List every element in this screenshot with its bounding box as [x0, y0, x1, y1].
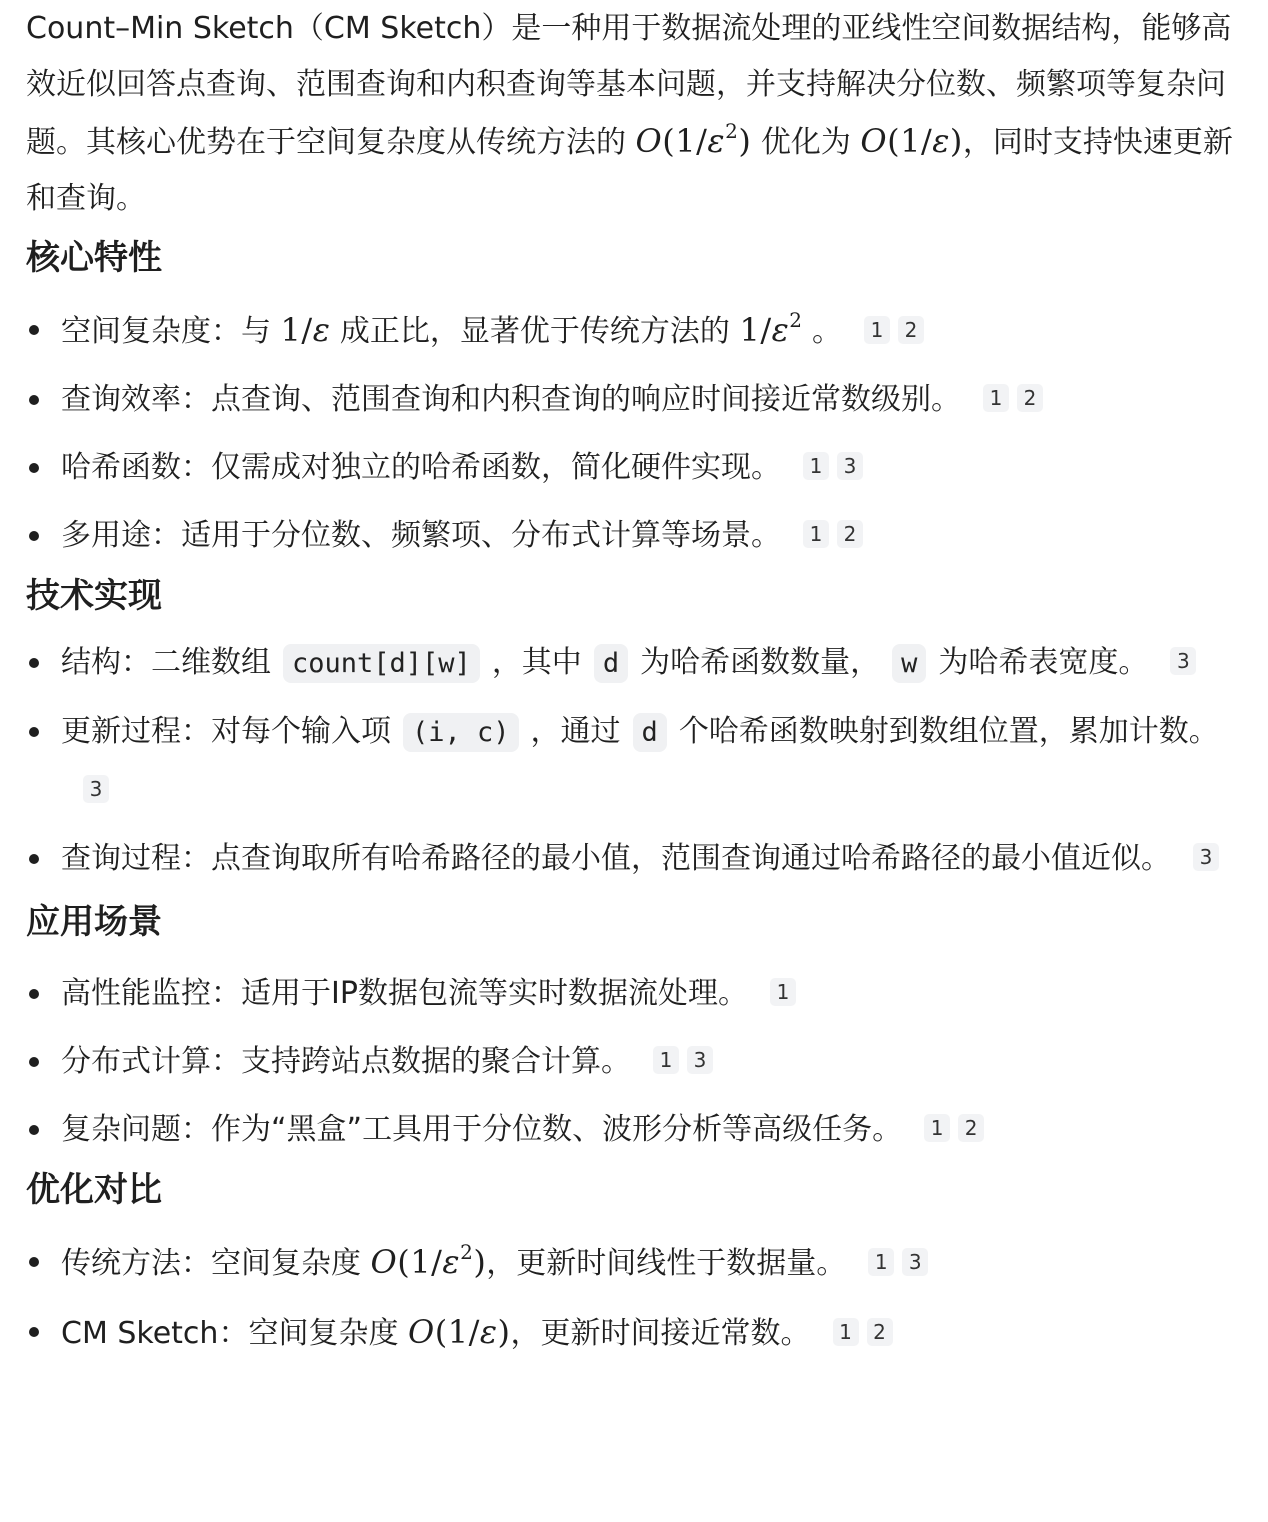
citation-badge[interactable]: 2 — [1017, 384, 1043, 412]
item-text: 。 — [812, 314, 843, 349]
item-text: 多用途：适用于分位数、频繁项、分布式计算等场景。 — [61, 518, 781, 553]
intro-math-1: $O(1/\varepsilon^2)$ — [635, 119, 752, 160]
citation-badge[interactable]: 1 — [770, 978, 796, 1006]
list-item — [26, 434, 1242, 502]
item-text: 高性能监控：适用于IP数据包流等实时数据流处理。 — [61, 976, 748, 1011]
inline-code: d — [594, 644, 628, 683]
item-math: 1/ε — [280, 311, 331, 349]
citation-badge[interactable]: 1 — [803, 452, 829, 480]
citation-badge[interactable]: 2 — [958, 1114, 984, 1142]
bullet-icon — [29, 658, 39, 668]
intro-paragraph — [26, 0, 1242, 227]
citation-badge[interactable]: 3 — [83, 775, 109, 803]
tech-list — [26, 634, 1242, 888]
inline-code: w — [892, 644, 926, 683]
intro-text-2: 优化为 — [760, 125, 851, 160]
bullet-icon — [29, 854, 39, 864]
citation-badge[interactable]: 3 — [687, 1046, 713, 1074]
citation-badge[interactable]: 2 — [898, 316, 924, 344]
item-text: ，其中 — [491, 645, 582, 680]
citation-badge[interactable]: 3 — [902, 1248, 928, 1276]
citation-badge[interactable]: 1 — [983, 384, 1009, 412]
bullet-icon — [29, 463, 39, 473]
item-text: 哈希函数：仅需成对独立的哈希函数，简化硬件实现。 — [61, 450, 781, 485]
item-text: 为哈希表宽度。 — [938, 645, 1149, 680]
item-text: 查询效率：点查询、范围查询和内积查询的响应时间接近常数级别。 — [61, 382, 961, 417]
list-item — [26, 1228, 1242, 1298]
citation-badge[interactable]: 3 — [1170, 647, 1196, 675]
inline-code: count[d][w] — [283, 644, 480, 683]
section-heading-tech: 技术实现 — [26, 576, 162, 616]
compare-list — [26, 1228, 1242, 1368]
inline-code: (i, c) — [403, 713, 519, 752]
item-text: 空间复杂度：与 — [61, 314, 271, 349]
list-item — [26, 1096, 1242, 1164]
bullet-icon — [29, 1125, 39, 1135]
list-item — [26, 1028, 1242, 1096]
citation-badge[interactable]: 3 — [1193, 843, 1219, 871]
citation-badge[interactable]: 1 — [833, 1318, 859, 1346]
list-item — [26, 296, 1242, 366]
item-math: $O(1/\varepsilon^2)$ — [370, 1240, 487, 1281]
citation-badge[interactable]: 1 — [653, 1046, 679, 1074]
bullet-icon — [29, 1057, 39, 1067]
item-text: 成正比，显著优于传统方法的 — [339, 314, 730, 349]
citation-badge[interactable]: 1 — [868, 1248, 894, 1276]
list-item — [26, 502, 1242, 570]
bullet-icon — [29, 395, 39, 405]
item-text: 复杂问题：作为“黑盒”工具用于分位数、波形分析等高级任务。 — [61, 1112, 903, 1147]
item-text: 结构：二维数组 — [61, 645, 271, 680]
core-list — [26, 296, 1242, 570]
list-item — [26, 1298, 1242, 1368]
intro-text-3: ，同时支持快速更新和查询。 — [26, 125, 1233, 216]
citation-badge[interactable]: 2 — [837, 520, 863, 548]
bullet-icon — [29, 1257, 39, 1267]
inline-code: d — [633, 713, 667, 752]
intro-text-1: Count–Min Sketch（CM Sketch）是一种用于数据流处理的亚线性空间数据结构，能够高效近似回答点查询、范围查询和内积查询等基本问题，并支持解决分位数、频繁项等复杂问题。其核心优势在于空间复杂度从传统方法的 — [26, 11, 1232, 160]
item-text: 分布式计算：支持跨站点数据的聚合计算。 — [61, 1044, 631, 1079]
bullet-icon — [29, 1327, 39, 1337]
citation-badge[interactable]: 3 — [837, 452, 863, 480]
item-text: ，更新时间线性于数据量。 — [486, 1246, 847, 1281]
item-text: ，通过 — [530, 714, 621, 749]
list-item — [26, 634, 1242, 693]
item-text: 传统方法：空间复杂度 — [61, 1246, 361, 1281]
citation-badge[interactable]: 1 — [864, 316, 890, 344]
citation-badge[interactable]: 1 — [803, 520, 829, 548]
item-math: O(1/ε) — [408, 1313, 511, 1351]
item-text: 为哈希函数数量， — [640, 645, 881, 680]
item-text: 查询过程：点查询取所有哈希路径的最小值，范围查询通过哈希路径的最小值近似。 — [61, 841, 1171, 876]
intro-math-2: O(1/ε) — [860, 122, 963, 160]
item-math: $1/\varepsilon^2$ — [739, 308, 803, 349]
citation-badge[interactable]: 1 — [924, 1114, 950, 1142]
bullet-icon — [29, 727, 39, 737]
item-text: 个哈希函数映射到数组位置，累加计数。 — [678, 714, 1219, 749]
section-heading-core: 核心特性 — [26, 238, 162, 278]
section-heading-compare: 优化对比 — [26, 1170, 162, 1210]
citation-badge[interactable]: 2 — [867, 1318, 893, 1346]
item-text: 更新过程：对每个输入项 — [61, 714, 391, 749]
list-item — [26, 366, 1242, 434]
bullet-icon — [29, 989, 39, 999]
list-item — [26, 960, 1242, 1028]
section-heading-app: 应用场景 — [26, 902, 162, 942]
bullet-icon — [29, 531, 39, 541]
list-item — [26, 703, 1242, 820]
item-text: CM Sketch：空间复杂度 — [61, 1316, 399, 1351]
bullet-icon — [29, 325, 39, 335]
list-item — [26, 830, 1242, 888]
item-text: ，更新时间接近常数。 — [510, 1316, 811, 1351]
app-list — [26, 960, 1242, 1164]
